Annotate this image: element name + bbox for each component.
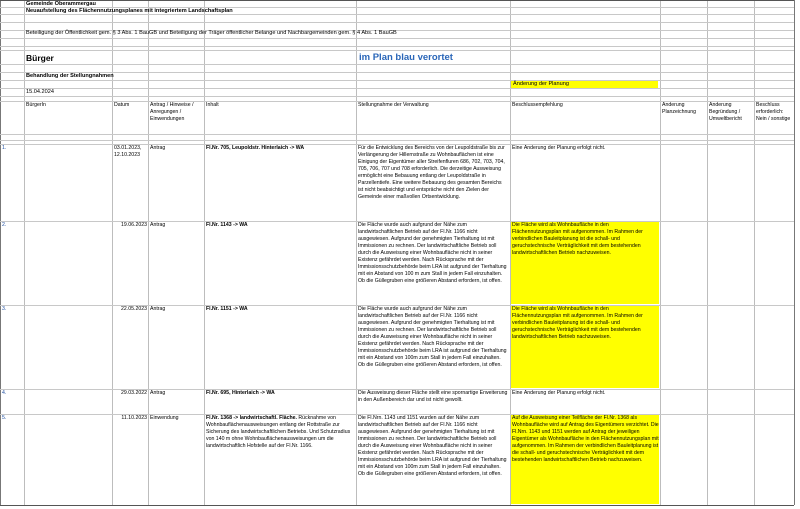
grid-row-line [0,505,794,506]
row-recommendation: Auf die Ausweisung einer Teilfläche der Fl.Nr. 1368 als Wohnbaufläche wird auf Antrag des Eigentümers verzichtet. Die Fl.Nrn. 1143 und 1151 werden auf Antrag der jeweiligen Eigentümer als Wohnbaufläche in den Flächennutzungsplan mit aufgenommen. Im Rahmen der verbindlichen Bauleitplanung ist die schall- und geruchstechnische Verträglichkeit mit dem bestehenden landwirtschaftlichen Betrieb nachzuweisen. [511,415,659,504]
row-number: 1. [2,145,7,151]
grid-row-line [0,46,794,47]
row-content: Fl.Nr. 695, Hinterlaich -> WA [206,390,275,396]
row-content [206,415,354,475]
row-date: 29.03.2022 [121,390,147,396]
row-recommendation: Eine Änderung der Planung erfolgt nicht. [512,390,606,396]
col-header-inhalt: Inhalt [206,102,219,108]
row-statement: Für die Entwicklung des Bereichs von der Leupoldstraße bis zur Verlängerung der Hillernstraße zu Wohnbauflächen ist eine Einigung der Eigentümer aller Streifenfluren 686, 702, 703, 704, 705, 706, 707 und 708 erforderlich. Die derzeitige Ausweisung ermöglicht eine Bebauung entlang der Leupoldstraße in Parzellentiefe. Eine weitere Bebauung des gesamten Bereichs ist nicht beabsichtigt und entspräche nicht den Zielen der Gemeinde einer maßvollen Ortsentwicklung. [358,145,505,200]
grid-col-line [660,0,661,505]
row-statement: Die Fl.Nrn. 1143 und 1151 wurden auf der Nähe zum landwirtschaftlichen Betrieb auf der Fl.Nr. 1166 nicht ausgewiesen. Aufgrund der genehmigten Tierhaltung ist mit Immissionen zu rechnen. Der landwirtschaftliche Betrieb soll durch die Ausweisung einer Wohnbaufläche nicht in seiner Existenz gefährdet werden. Nach Rücksprache mit der Immissionsschutzbehörde beim LRA ist aufgrund der Tierhaltung mit ein Abstand von 100m zum Stall in jedem Fall einzuhalten. Ob die Güllegruben eine größeren Abstand erfordern, ist offen. [358,415,507,477]
row-content: Fl.Nr. 1143 -> WA [206,222,248,228]
row-date: 11.10.2023 [121,415,147,421]
grid-row-line [0,72,794,73]
grid-row-line [0,134,794,135]
grid-row-line [0,140,794,141]
col-header-stellungnahme: Stellungnahme der Verwaltung [358,102,429,108]
row-number: 2. [2,222,7,228]
col-header-datum: Datum [114,102,130,108]
row-recommendation: Eine Änderung der Planung erfolgt nicht. [512,145,606,151]
participation-text: Beteiligung der Öffentlichkeit gem. § 3 Abs. 1 BauGB und Beteiligung der Träger öffentlicher Belange und Nachbargemeinden gem. § 4 Abs. 1 BauGB [26,30,397,36]
grid-row-line [0,0,794,1]
grid-col-line [356,0,357,505]
grid-col-line [707,0,708,505]
grid-row-line [0,80,794,81]
col-header-beschluss: Beschlussempfehlung [512,102,563,108]
grid-row-line [0,38,794,39]
col-header-antrag: Antrag / Hinweise / Anregungen / Einwendungen [150,102,194,122]
grid-col-line [204,0,205,505]
row-type: Antrag [150,222,166,228]
grid-row-line [0,96,794,97]
grid-col-line [754,0,755,505]
legend-change: Änderung der Planung [511,81,658,88]
row-content: Fl.Nr. 1151 -> WA [206,306,248,312]
col-header-buerger: BürgerIn [26,102,46,108]
group-title: Bürger [26,53,54,63]
row-date: 22.05.2023 [121,306,147,312]
grid-col-line [148,0,149,505]
plan-note: im Plan blau verortet [359,52,453,63]
grid-row-line [0,88,794,89]
row-statement: Die Fläche wurde auch aufgrund der Nähe zum landwirtschaftlichen Betrieb auf der Fl.Nr. 1166 nicht ausgewiesen. Aufgrund der genehmigten Tierhaltung ist mit Immissionen zu rechnen. Der landwirtschaftliche Betrieb soll durch die Ausweisung einer Wohnbaufläche nicht in seiner Existenz gefährdet werden. Nach Rücksprache mit der Immissionsschutzbehörde beim LRA ist aufgrund der Tierhaltung mit ein Abstand von 100m zum Stall in jedem Fall einzuhalten. Ob die Güllegruben eine größeren Abstand erfordern, ist offen. [358,306,507,368]
grid-col-line [794,0,795,505]
grid-row-line [0,64,794,65]
project-title: Neuaufstellung des Flächennutzungsplanes mit integriertem Landschaftsplan [26,8,233,14]
municipality-title: Gemeinde Oberammergau [26,1,96,7]
row-number: 4. [2,390,7,396]
row-date: 03.01.2023, 12.10.2023 [114,145,142,158]
row-number: 3. [2,306,7,312]
grid-row-line [0,22,794,23]
row-type: Antrag [150,145,166,151]
row-number: 5. [2,415,7,421]
row-recommendation: Die Fläche wird als Wohnbaufläche in den Flächennutzungsplan mit aufgenommen. Im Rahmen der verbindlichen Bauleitplanung ist die schall- und geruchstechnische Verträglichkeit mit dem bestehenden landwirtschaftlichen Betrieb nachzuweisen. [511,306,659,388]
row-recommendation: Die Fläche wird als Wohnbaufläche in den Flächennutzungsplan mit aufgenommen. Im Rahmen der verbindlichen Bauleitplanung ist die schall- und geruchstechnische Verträglichkeit mit dem bestehenden landwirtschaftlichen Betrieb nachzuweisen. [511,222,659,304]
row-statement: Die Fläche wurde auch aufgrund der Nähe zum landwirtschaftlichen Betrieb auf der Fl.Nr. 1166 nicht ausgewiesen. Aufgrund der genehmigten Tierhaltung ist mit Immissionen zu rechnen. Der landwirtschaftliche Betrieb soll durch die Ausweisung einer Wohnbaufläche nicht in seiner Existenz gefährdet werden. Nach Rücksprache mit der Immissionsschutzbehörde beim LRA ist aufgrund der Tierhaltung mit ein Abstand von 100 m zum Stall in jedem Fall einzuhalten. Ob die Güllegruben eine größeren Abstand erfordern, ist offen. [358,222,507,284]
row-date: 19.06.2023 [121,222,147,228]
grid-col-line [24,0,25,505]
grid-col-line [0,0,1,505]
col-header-begruendung: Änderung Begründung / Umweltbericht [709,102,742,122]
document-date: 15.04.2024 [26,89,54,95]
col-header-planzeichnung: Änderung Planzeichnung [662,102,697,115]
row-type: Einwendung [150,415,179,421]
grid-row-line [0,50,794,51]
row-type: Antrag [150,390,166,396]
row-statement: Die Ausweisung dieser Fläche stellt eine spornartige Erweiterung in den Außenbereich dar und ist nicht gewollt. [358,390,508,403]
row-content-bold: Fl.Nr. 1368 -> landwirtschaftl. Fläche. [206,415,297,421]
row-content: Fl.Nr. 705, Leupoldstr. Hinterlaich -> WA [206,145,305,151]
col-header-erforderlich: Beschluss erforderlich: Nein / sonstige [756,102,791,122]
row-type: Antrag [150,306,166,312]
row-content-detail: Rücknahme von Wohnbauflächenausweisungen entlang der Rottstraße zur Sicherung des landwirtschaftlichen Betriebs. Und Schutzradius von 140 m ohne Wohnbauflächenausweisungen um die landwirtschaftlich Hofstelle auf der Fl.Nr. 1166. [206,415,351,449]
section-title: Behandlung der Stellungnahmen [26,73,114,79]
